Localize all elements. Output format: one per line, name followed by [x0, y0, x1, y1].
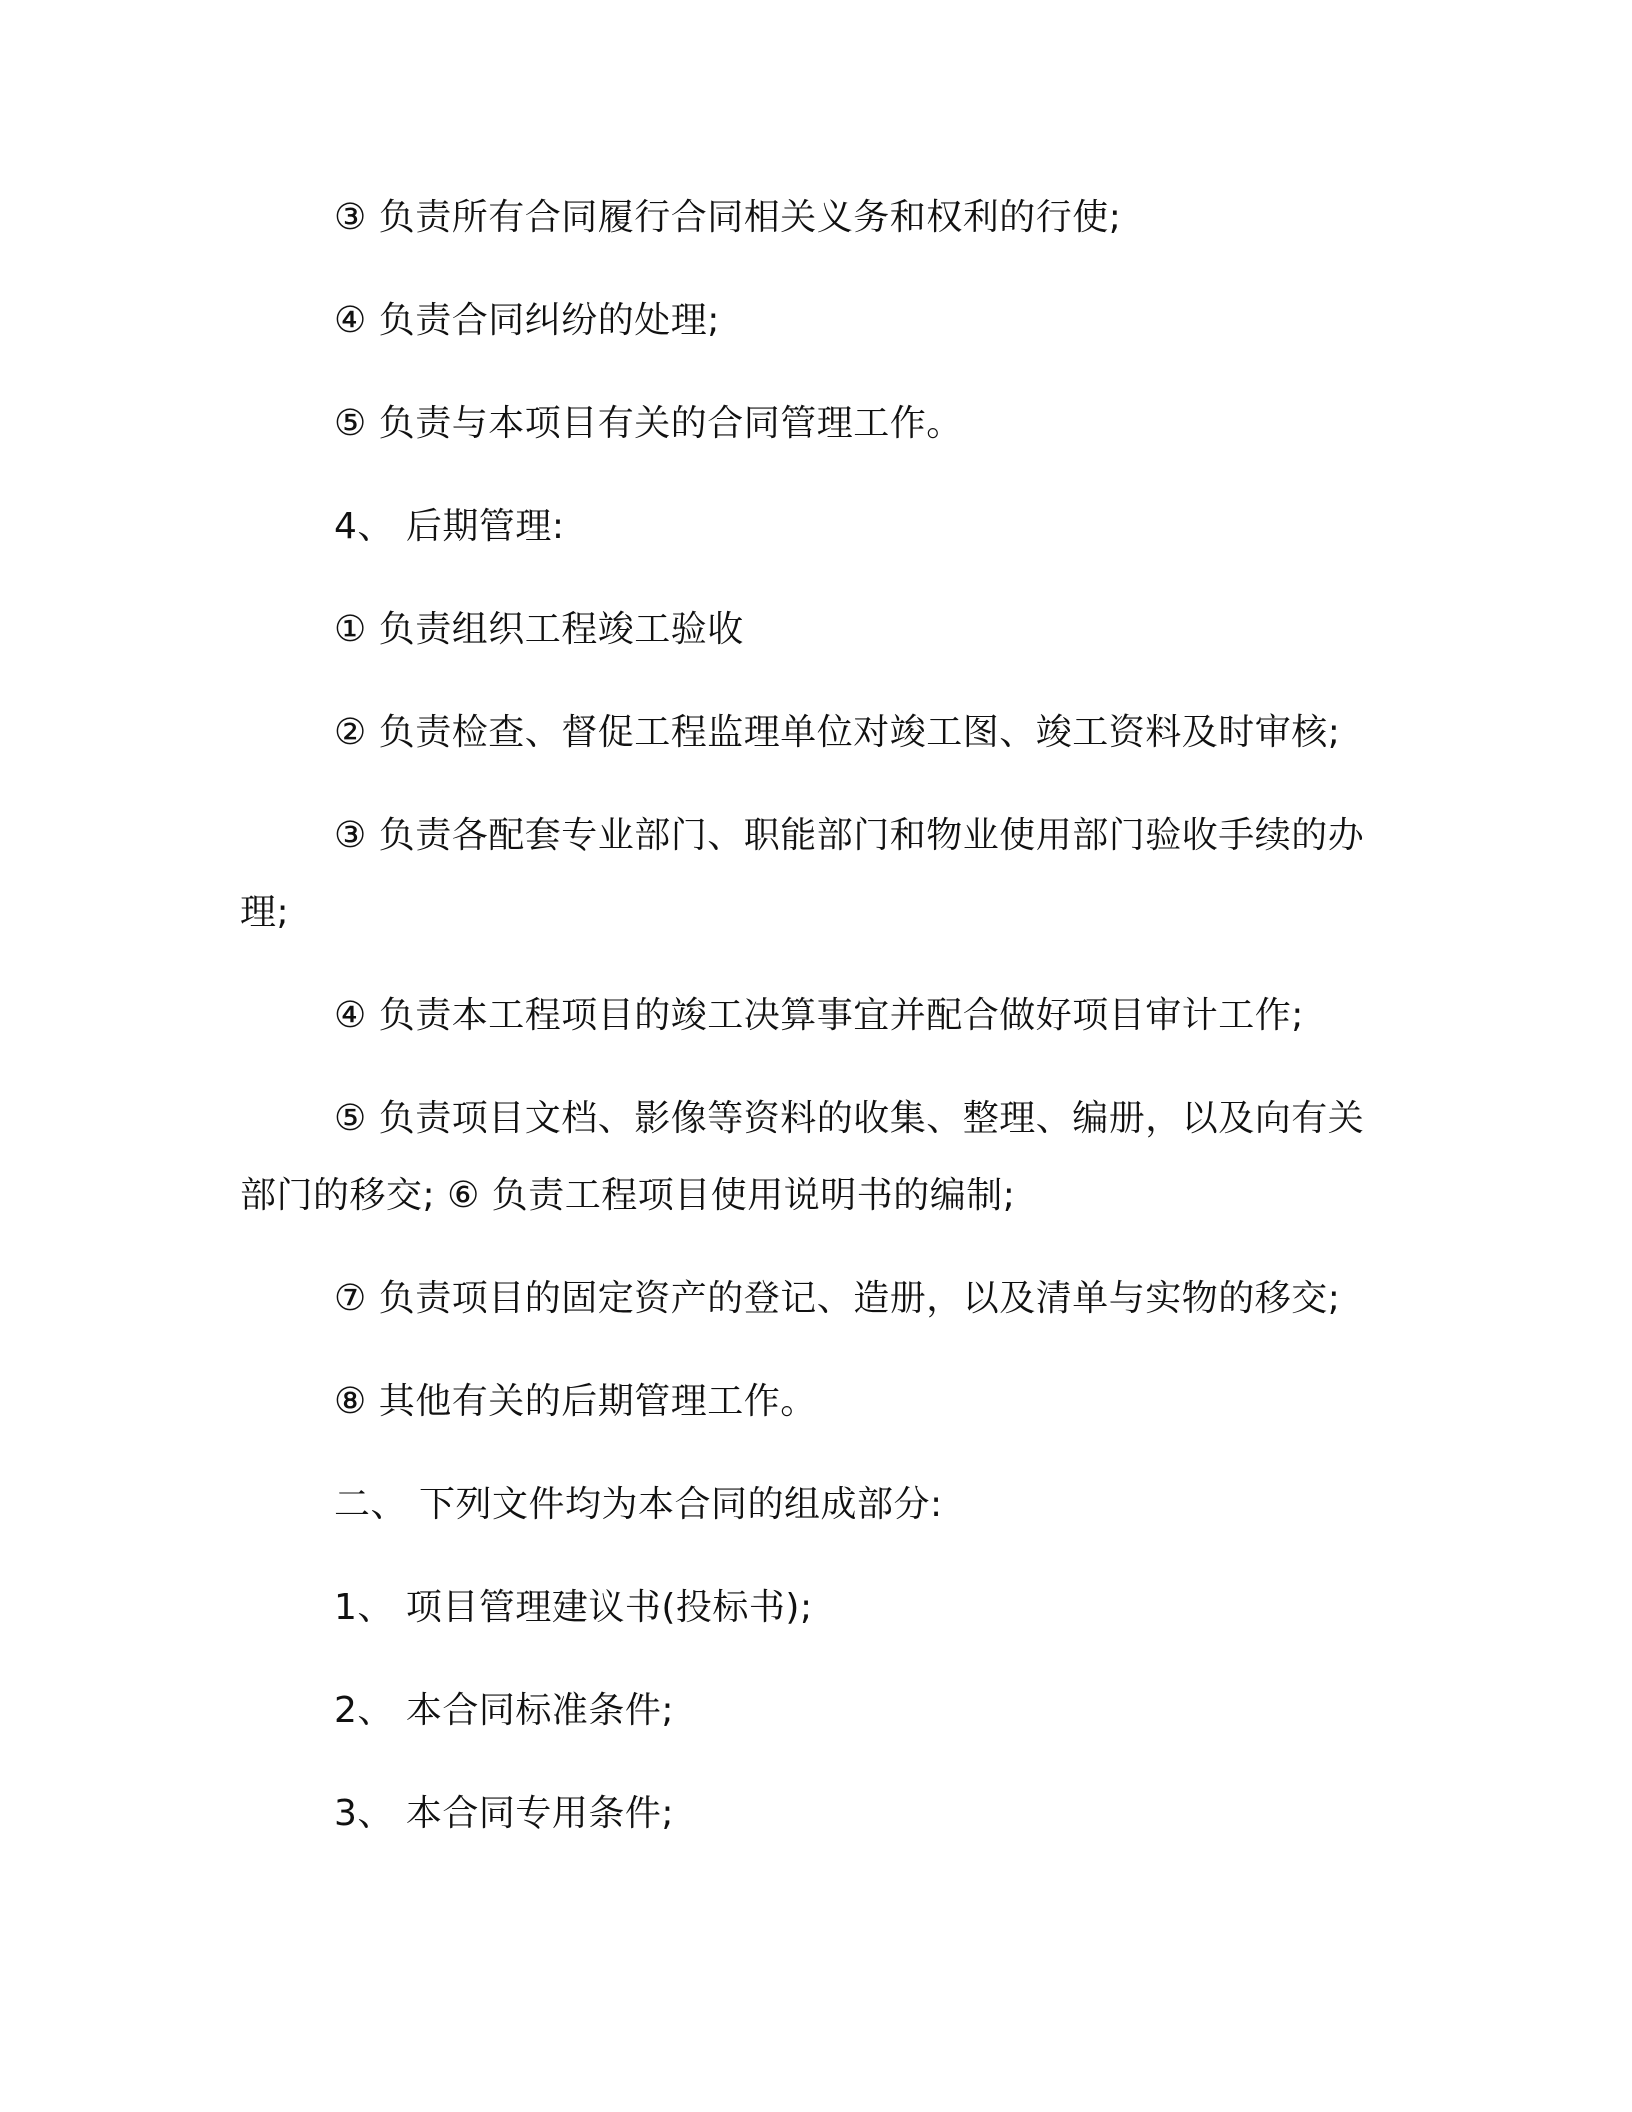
list-item-proposal: 1、 项目管理建议书(投标书); [334, 1587, 813, 1628]
paragraph-duty-3-contract-rights: ③ 负责所有合同履行合同相关义务和权利的行使; [334, 197, 1122, 238]
paragraph-post-3-departments: ③ 负责各配套专业部门、职能部门和物业使用部门验收手续的办 [334, 815, 1365, 856]
paragraph-post-3-continuation: 理; [240, 892, 290, 933]
paragraph-post-8-other: ⑧ 其他有关的后期管理工作。 [334, 1381, 817, 1422]
paragraph-post-1-acceptance: ① 负责组织工程竣工验收 [334, 609, 744, 650]
list-item-standard-conditions: 2、 本合同标准条件; [334, 1690, 674, 1731]
paragraph-post-2-inspection: ② 负责检查、督促工程监理单位对竣工图、竣工资料及时审核; [334, 712, 1341, 753]
section-heading-post-management: 4、 后期管理: [334, 506, 565, 547]
paragraph-duty-5-contract-management: ⑤ 负责与本项目有关的合同管理工作。 [334, 403, 963, 444]
paragraph-post-7-fixed-assets: ⑦ 负责项目的固定资产的登记、造册，以及清单与实物的移交; [334, 1278, 1341, 1319]
section-heading-contract-documents: 二、 下列文件均为本合同的组成部分: [334, 1484, 943, 1525]
paragraph-post-4-final-accounts: ④ 负责本工程项目的竣工决算事宜并配合做好项目审计工作; [334, 995, 1304, 1036]
list-item-special-conditions: 3、 本合同专用条件; [334, 1793, 674, 1834]
paragraph-duty-4-disputes: ④ 负责合同纠纷的处理; [334, 300, 720, 341]
paragraph-post-5-documents: ⑤ 负责项目文档、影像等资料的收集、整理、编册，以及向有关 [334, 1098, 1365, 1139]
paragraph-post-5-continuation: 部门的移交; ⑥ 负责工程项目使用说明书的编制; [240, 1175, 1016, 1216]
